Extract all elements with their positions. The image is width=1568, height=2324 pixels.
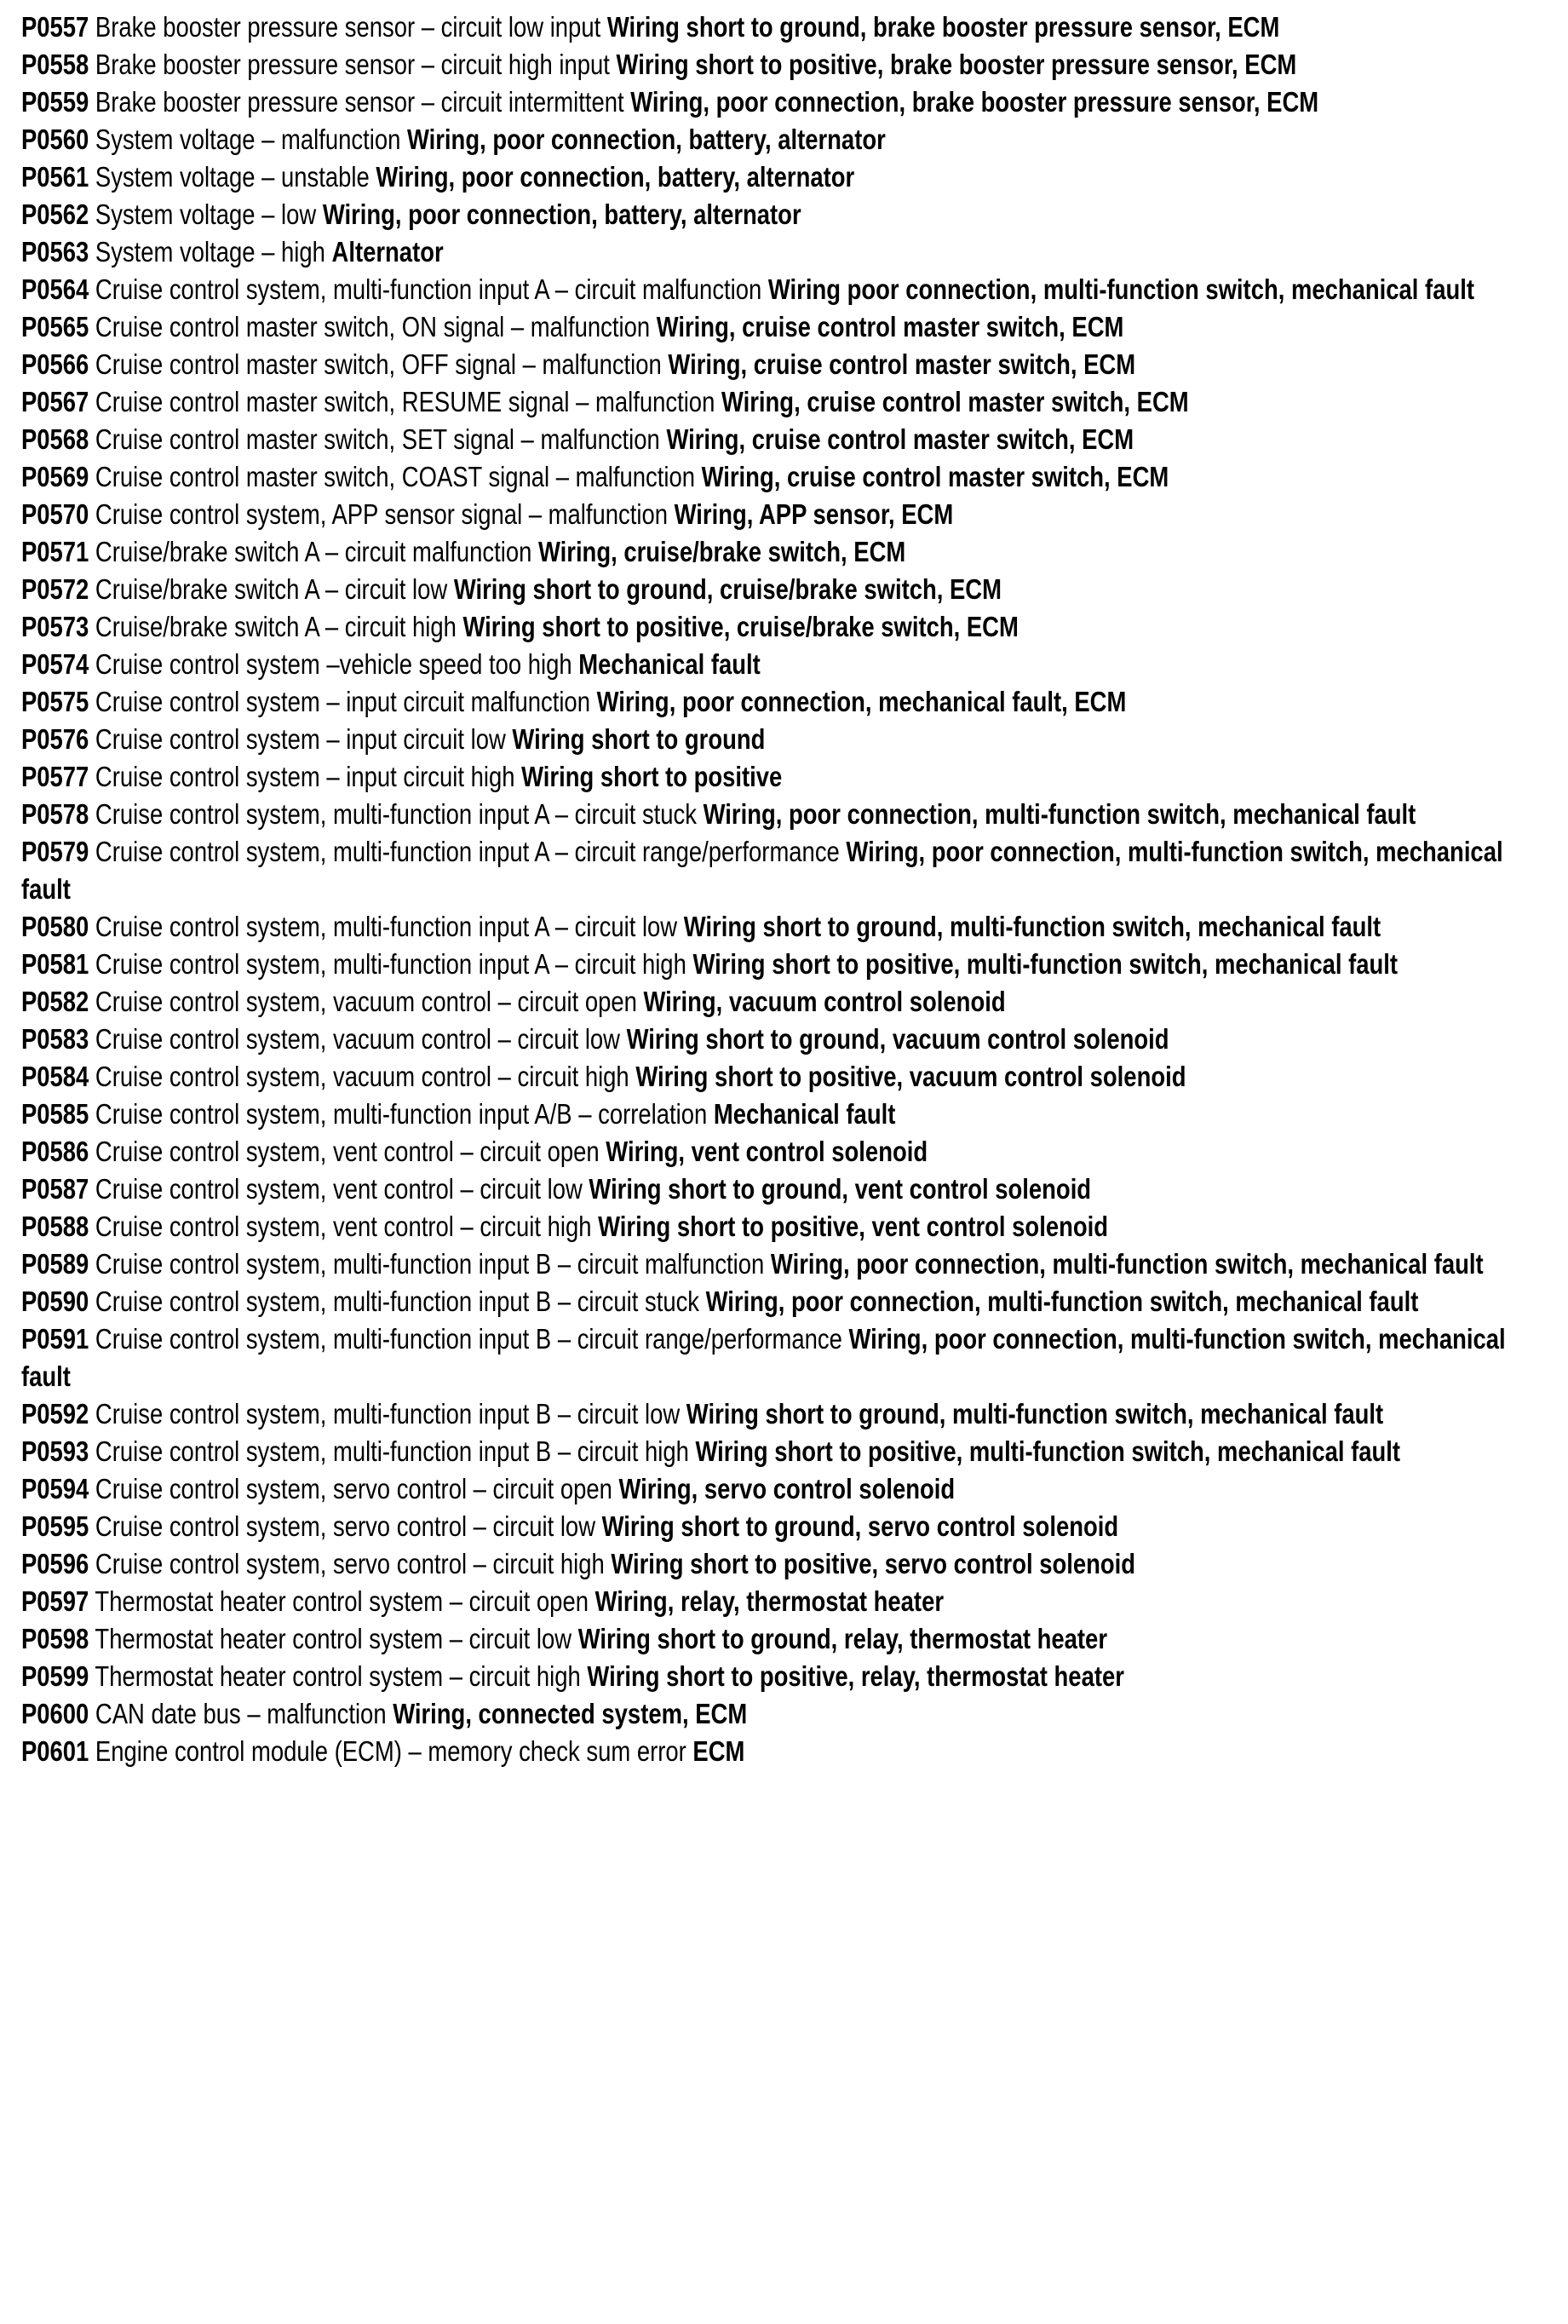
- dtc-causes: Wiring short to positive, cruise/brake switch, ECM: [462, 611, 1019, 642]
- desc-causes-separator: [387, 1698, 393, 1729]
- dtc-description: Cruise control master switch, COAST signal – malfunction: [95, 461, 695, 492]
- code-desc-separator: [89, 1023, 95, 1055]
- desc-causes-separator: [660, 423, 667, 455]
- code-desc-separator: [89, 573, 95, 605]
- dtc-causes: Wiring, cruise control master switch, ECM: [721, 386, 1189, 417]
- dtc-description: Engine control module (ECM) – memory check sum error: [95, 1735, 686, 1767]
- code-desc-separator: [89, 1735, 95, 1767]
- dtc-code: P0566: [20, 348, 89, 380]
- code-desc-separator: [89, 986, 95, 1017]
- desc-causes-separator: [447, 573, 454, 605]
- dtc-description: Cruise/brake switch A – circuit malfunction: [95, 536, 532, 567]
- dtc-causes: Wiring, cruise control master switch, ECM: [656, 311, 1124, 342]
- dtc-entry: [21, 1583, 1508, 1620]
- desc-causes-separator: [695, 461, 702, 492]
- dtc-code: P0597: [20, 1585, 89, 1617]
- code-desc-separator: [89, 836, 95, 867]
- dtc-entry: [21, 1395, 1508, 1433]
- dtc-causes: Wiring, poor connection, multi-function switch, mechanical fault: [770, 1248, 1484, 1280]
- dtc-entry: [21, 1021, 1508, 1058]
- dtc-code: P0582: [20, 986, 89, 1017]
- dtc-entry: [21, 1508, 1508, 1545]
- dtc-entry: [21, 233, 1508, 271]
- dtc-causes: Wiring, relay, thermostat heater: [594, 1585, 945, 1617]
- dtc-entry: [21, 1058, 1508, 1096]
- dtc-code: P0557: [20, 11, 89, 43]
- dtc-code: P0574: [20, 648, 89, 680]
- dtc-code: P0558: [20, 49, 89, 80]
- dtc-description: Cruise control system, multi-function input B – circuit stuck: [95, 1286, 700, 1317]
- dtc-description: Cruise control system, APP sensor signal – malfunction: [95, 498, 669, 530]
- dtc-code: P0589: [20, 1248, 89, 1280]
- dtc-entry: [21, 683, 1508, 721]
- dtc-entry: [21, 121, 1508, 158]
- dtc-entry: [21, 1620, 1508, 1658]
- dtc-code: P0561: [20, 161, 89, 193]
- dtc-entry: [21, 1470, 1508, 1508]
- desc-causes-separator: [699, 1286, 706, 1317]
- dtc-description: Cruise control system, vacuum control – circuit open: [95, 986, 637, 1017]
- code-desc-separator: [89, 648, 95, 680]
- dtc-causes: Wiring short to ground, servo control solenoid: [601, 1510, 1119, 1542]
- dtc-description: Cruise control system, vent control – circuit high: [95, 1211, 592, 1242]
- dtc-code: P0596: [20, 1548, 89, 1579]
- code-desc-separator: [89, 273, 95, 305]
- dtc-description: Cruise control system, vent control – circuit open: [95, 1136, 600, 1167]
- code-desc-separator: [89, 1098, 95, 1130]
- dtc-causes: Wiring poor connection, multi-function switch, mechanical fault: [767, 273, 1474, 305]
- code-desc-separator: [89, 723, 95, 755]
- dtc-description: Cruise control system, servo control – circuit open: [95, 1473, 612, 1504]
- dtc-code: P0595: [20, 1510, 89, 1542]
- dtc-description: Cruise control master switch, RESUME signal – malfunction: [95, 386, 715, 417]
- code-desc-separator: [89, 1211, 95, 1242]
- desc-causes-separator: [620, 1023, 627, 1055]
- desc-causes-separator: [629, 1061, 636, 1092]
- dtc-code: P0588: [20, 1211, 89, 1242]
- dtc-causes: ECM: [692, 1735, 745, 1767]
- dtc-entry: [21, 758, 1508, 796]
- dtc-causes: Wiring, cruise/brake switch, ECM: [537, 536, 906, 567]
- dtc-code: P0573: [20, 611, 89, 642]
- dtc-description: Cruise control system – input circuit high: [95, 761, 515, 792]
- dtc-code: P0590: [20, 1286, 89, 1317]
- dtc-entry: [21, 46, 1508, 83]
- dtc-entry: [21, 721, 1508, 758]
- code-desc-separator: [89, 49, 95, 80]
- code-desc-separator: [89, 798, 95, 830]
- dtc-code: P0563: [20, 236, 89, 267]
- dtc-entry: [21, 1133, 1508, 1171]
- dtc-code: P0593: [20, 1435, 89, 1467]
- dtc-code: P0585: [20, 1098, 89, 1130]
- desc-causes-separator: [840, 836, 847, 867]
- desc-causes-separator: [400, 124, 407, 155]
- code-desc-separator: [89, 348, 95, 380]
- dtc-code: P0560: [20, 124, 89, 155]
- desc-causes-separator: [668, 498, 675, 530]
- dtc-description: Cruise control system, multi-function input A/B – correlation: [95, 1098, 708, 1130]
- dtc-code: P0600: [20, 1698, 89, 1729]
- dtc-code: P0599: [20, 1660, 89, 1692]
- dtc-description: Cruise/brake switch A – circuit low: [95, 573, 448, 605]
- code-desc-separator: [89, 423, 95, 455]
- code-desc-separator: [89, 386, 95, 417]
- dtc-causes: Wiring, poor connection, multi-function switch, mechanical fault: [703, 798, 1416, 830]
- code-desc-separator: [89, 498, 95, 530]
- desc-causes-separator: [689, 1435, 696, 1467]
- desc-causes-separator: [715, 386, 721, 417]
- desc-causes-separator: [707, 1098, 714, 1130]
- dtc-description: System voltage – unstable: [95, 161, 370, 193]
- desc-causes-separator: [581, 1660, 588, 1692]
- dtc-description: System voltage – malfunction: [95, 124, 401, 155]
- dtc-description: Thermostat heater control system – circuit high: [95, 1660, 581, 1692]
- dtc-causes: Mechanical fault: [713, 1098, 896, 1130]
- dtc-causes: Wiring short to ground: [512, 723, 766, 755]
- code-desc-separator: [89, 1623, 95, 1654]
- dtc-description: System voltage – high: [95, 236, 325, 267]
- dtc-description: Thermostat heater control system – circuit low: [95, 1623, 572, 1654]
- dtc-entry: [21, 1096, 1508, 1133]
- code-desc-separator: [89, 1173, 95, 1205]
- dtc-entry: [21, 908, 1508, 946]
- code-desc-separator: [89, 86, 95, 118]
- code-desc-separator: [89, 1286, 95, 1317]
- dtc-causes: Wiring, APP sensor, ECM: [674, 498, 954, 530]
- dtc-description: Cruise/brake switch A – circuit high: [95, 611, 457, 642]
- desc-causes-separator: [595, 1510, 602, 1542]
- dtc-description: Cruise control master switch, ON signal – malfunction: [95, 311, 651, 342]
- desc-causes-separator: [610, 49, 617, 80]
- dtc-description: Cruise control system, multi-function input A – circuit low: [95, 911, 678, 942]
- dtc-description: Cruise control system, servo control – circuit low: [95, 1510, 596, 1542]
- dtc-description: Cruise control system, vacuum control – circuit high: [95, 1061, 629, 1092]
- dtc-entry: [21, 646, 1508, 683]
- dtc-causes: Wiring short to ground, relay, thermostat heater: [577, 1623, 1108, 1654]
- dtc-causes: Wiring, connected system, ECM: [393, 1698, 748, 1729]
- dtc-causes: Mechanical fault: [578, 648, 761, 680]
- dtc-description: Cruise control system, servo control – circuit high: [95, 1548, 605, 1579]
- dtc-code: P0572: [20, 573, 89, 605]
- dtc-description: Cruise control system – input circuit malfunction: [95, 686, 590, 717]
- dtc-causes: Wiring, vent control solenoid: [606, 1136, 928, 1167]
- dtc-entry: [21, 1171, 1508, 1208]
- code-desc-separator: [89, 1548, 95, 1579]
- dtc-entry: [21, 1283, 1508, 1320]
- dtc-entry: [21, 271, 1508, 308]
- code-desc-separator: [89, 11, 95, 43]
- desc-causes-separator: [583, 1173, 589, 1205]
- code-desc-separator: [89, 686, 95, 717]
- dtc-causes: Wiring, cruise control master switch, ECM: [701, 461, 1169, 492]
- dtc-description: System voltage – low: [95, 198, 317, 230]
- dtc-entry: [21, 796, 1508, 833]
- dtc-code: P0581: [20, 948, 89, 980]
- code-desc-separator: [89, 1061, 95, 1092]
- dtc-description: Cruise control system, vacuum control – circuit low: [95, 1023, 620, 1055]
- code-desc-separator: [89, 1323, 95, 1355]
- dtc-causes: Wiring short to ground, brake booster pressure sensor, ECM: [606, 11, 1280, 43]
- dtc-entry: [21, 496, 1508, 533]
- dtc-code: P0569: [20, 461, 89, 492]
- dtc-causes: Wiring, poor connection, battery, alternator: [406, 124, 886, 155]
- dtc-causes: Wiring short to positive, vent control solenoid: [598, 1211, 1108, 1242]
- code-desc-separator: [89, 1248, 95, 1280]
- dtc-entry: [21, 308, 1508, 346]
- dtc-entry: [21, 1733, 1508, 1770]
- dtc-entry: [21, 946, 1508, 983]
- dtc-code: P0576: [20, 723, 89, 755]
- code-desc-separator: [89, 536, 95, 567]
- desc-causes-separator: [590, 686, 597, 717]
- dtc-causes: Wiring, poor connection, multi-function switch, mechanical fault: [20, 1323, 1506, 1392]
- dtc-code: P0591: [20, 1323, 89, 1355]
- dtc-entry: [21, 571, 1508, 608]
- dtc-code: P0570: [20, 498, 89, 530]
- desc-causes-separator: [531, 536, 538, 567]
- dtc-causes: Wiring short to positive, brake booster pressure sensor, ECM: [616, 49, 1297, 80]
- code-desc-separator: [89, 236, 95, 267]
- dtc-entry: [21, 421, 1508, 458]
- desc-causes-separator: [637, 986, 644, 1017]
- code-desc-separator: [89, 1136, 95, 1167]
- dtc-entry: [21, 158, 1508, 196]
- desc-causes-separator: [370, 161, 376, 193]
- dtc-code: P0594: [20, 1473, 89, 1504]
- dtc-causes: Wiring, poor connection, mechanical fault, ECM: [596, 686, 1127, 717]
- dtc-causes: Alternator: [331, 236, 444, 267]
- code-desc-separator: [89, 124, 95, 155]
- dtc-causes: Wiring, poor connection, battery, alternator: [322, 198, 801, 230]
- dtc-code: P0568: [20, 423, 89, 455]
- dtc-code: P0583: [20, 1023, 89, 1055]
- dtc-description: Cruise control master switch, OFF signal – malfunction: [95, 348, 662, 380]
- dtc-description: Cruise control system, multi-function input B – circuit low: [95, 1398, 681, 1429]
- dtc-causes: Wiring short to ground, vacuum control solenoid: [626, 1023, 1169, 1055]
- dtc-description: Cruise control master switch, SET signal – malfunction: [95, 423, 660, 455]
- dtc-causes: Wiring short to positive, multi-function switch, mechanical fault: [695, 1435, 1401, 1467]
- dtc-causes: Wiring short to positive, servo control solenoid: [611, 1548, 1136, 1579]
- dtc-causes: Wiring, vacuum control solenoid: [643, 986, 1006, 1017]
- dtc-causes: Wiring, poor connection, brake booster pressure sensor, ECM: [630, 86, 1319, 118]
- dtc-causes: Wiring short to positive, vacuum control solenoid: [635, 1061, 1186, 1092]
- dtc-description: Brake booster pressure sensor – circuit low input: [95, 11, 601, 43]
- desc-causes-separator: [605, 1548, 612, 1579]
- dtc-entry: [21, 983, 1508, 1021]
- dtc-entry: [21, 346, 1508, 383]
- dtc-description: Brake booster pressure sensor – circuit intermittent: [95, 86, 624, 118]
- code-desc-separator: [89, 311, 95, 342]
- dtc-code: P0575: [20, 686, 89, 717]
- code-desc-separator: [89, 1698, 95, 1729]
- desc-causes-separator: [316, 198, 323, 230]
- dtc-code: P0559: [20, 86, 89, 118]
- desc-causes-separator: [650, 311, 657, 342]
- dtc-code: P0562: [20, 198, 89, 230]
- dtc-description: Brake booster pressure sensor – circuit high input: [95, 49, 610, 80]
- dtc-entry: [21, 9, 1508, 46]
- dtc-description: Cruise control system, multi-function input B – circuit range/performance: [95, 1323, 842, 1355]
- dtc-description: CAN date bus – malfunction: [95, 1698, 387, 1729]
- dtc-code: P0579: [20, 836, 89, 867]
- dtc-entry: [21, 1245, 1508, 1283]
- desc-causes-separator: [680, 1398, 686, 1429]
- code-desc-separator: [89, 948, 95, 980]
- code-desc-separator: [89, 1510, 95, 1542]
- dtc-causes: Wiring short to ground, multi-function switch, mechanical fault: [686, 1398, 1384, 1429]
- dtc-description: Cruise control system, multi-function input B – circuit high: [95, 1435, 689, 1467]
- code-desc-separator: [89, 161, 95, 193]
- dtc-causes: Wiring, poor connection, battery, alternator: [376, 161, 855, 193]
- code-desc-separator: [89, 1585, 95, 1617]
- dtc-code: P0567: [20, 386, 89, 417]
- dtc-code: P0577: [20, 761, 89, 792]
- dtc-code: P0580: [20, 911, 89, 942]
- dtc-entry: [21, 383, 1508, 421]
- dtc-causes: Wiring short to positive, multi-function switch, mechanical fault: [692, 948, 1399, 980]
- dtc-causes: Wiring short to ground, multi-function switch, mechanical fault: [683, 911, 1381, 942]
- code-desc-separator: [89, 1473, 95, 1504]
- dtc-code: P0565: [20, 311, 89, 342]
- code-desc-separator: [89, 611, 95, 642]
- dtc-causes: Wiring short to positive: [521, 761, 783, 792]
- dtc-description: Cruise control system –vehicle speed too high: [95, 648, 572, 680]
- dtc-entry: [21, 1320, 1508, 1395]
- dtc-causes: Wiring short to positive, relay, thermostat heater: [587, 1660, 1124, 1692]
- dtc-description: Cruise control system, multi-function input A – circuit malfunction: [95, 273, 762, 305]
- dtc-entry: [21, 833, 1508, 908]
- dtc-causes: Wiring, poor connection, multi-function switch, mechanical fault: [705, 1286, 1419, 1317]
- dtc-causes: Wiring, poor connection, multi-function switch, mechanical fault: [20, 836, 1503, 905]
- dtc-entry: [21, 1545, 1508, 1583]
- dtc-description: Cruise control system, multi-function input B – circuit malfunction: [95, 1248, 765, 1280]
- dtc-causes: Wiring short to ground, cruise/brake switch, ECM: [453, 573, 1002, 605]
- dtc-entry: [21, 83, 1508, 121]
- desc-causes-separator: [697, 798, 704, 830]
- code-desc-separator: [89, 461, 95, 492]
- desc-causes-separator: [761, 273, 768, 305]
- code-desc-separator: [89, 198, 95, 230]
- dtc-description: Cruise control system, vent control – circuit low: [95, 1173, 583, 1205]
- dtc-causes: Wiring, cruise control master switch, ECM: [666, 423, 1134, 455]
- dtc-code: P0564: [20, 273, 89, 305]
- dtc-entry: [21, 196, 1508, 233]
- dtc-description: Cruise control system – input circuit low: [95, 723, 506, 755]
- dtc-causes: Wiring short to ground, vent control solenoid: [589, 1173, 1092, 1205]
- dtc-entry: [21, 1695, 1508, 1733]
- dtc-code: P0571: [20, 536, 89, 567]
- desc-causes-separator: [612, 1473, 619, 1504]
- code-desc-separator: [89, 1435, 95, 1467]
- dtc-description: Cruise control system, multi-function input A – circuit high: [95, 948, 686, 980]
- dtc-entry: [21, 533, 1508, 571]
- dtc-code: P0578: [20, 798, 89, 830]
- dtc-entry: [21, 458, 1508, 496]
- desc-causes-separator: [457, 611, 463, 642]
- dtc-code: P0601: [20, 1735, 89, 1767]
- dtc-code: P0592: [20, 1398, 89, 1429]
- code-desc-separator: [89, 1660, 95, 1692]
- code-desc-separator: [89, 911, 95, 942]
- dtc-description: Cruise control system, multi-function input A – circuit range/performance: [95, 836, 840, 867]
- dtc-description: Thermostat heater control system – circuit open: [95, 1585, 589, 1617]
- desc-causes-separator: [589, 1585, 595, 1617]
- dtc-entry: [21, 1433, 1508, 1470]
- dtc-code: P0586: [20, 1136, 89, 1167]
- dtc-causes: Wiring, servo control solenoid: [618, 1473, 956, 1504]
- dtc-entry: [21, 1658, 1508, 1695]
- desc-causes-separator: [572, 648, 579, 680]
- dtc-entry: [21, 608, 1508, 646]
- dtc-causes: Wiring, cruise control master switch, ECM: [668, 348, 1136, 380]
- code-desc-separator: [89, 761, 95, 792]
- dtc-list: [21, 9, 1508, 1770]
- dtc-code: P0587: [20, 1173, 89, 1205]
- dtc-entry: [21, 1208, 1508, 1245]
- dtc-code: P0598: [20, 1623, 89, 1654]
- dtc-description: Cruise control system, multi-function input A – circuit stuck: [95, 798, 698, 830]
- dtc-code: P0584: [20, 1061, 89, 1092]
- code-desc-separator: [89, 1398, 95, 1429]
